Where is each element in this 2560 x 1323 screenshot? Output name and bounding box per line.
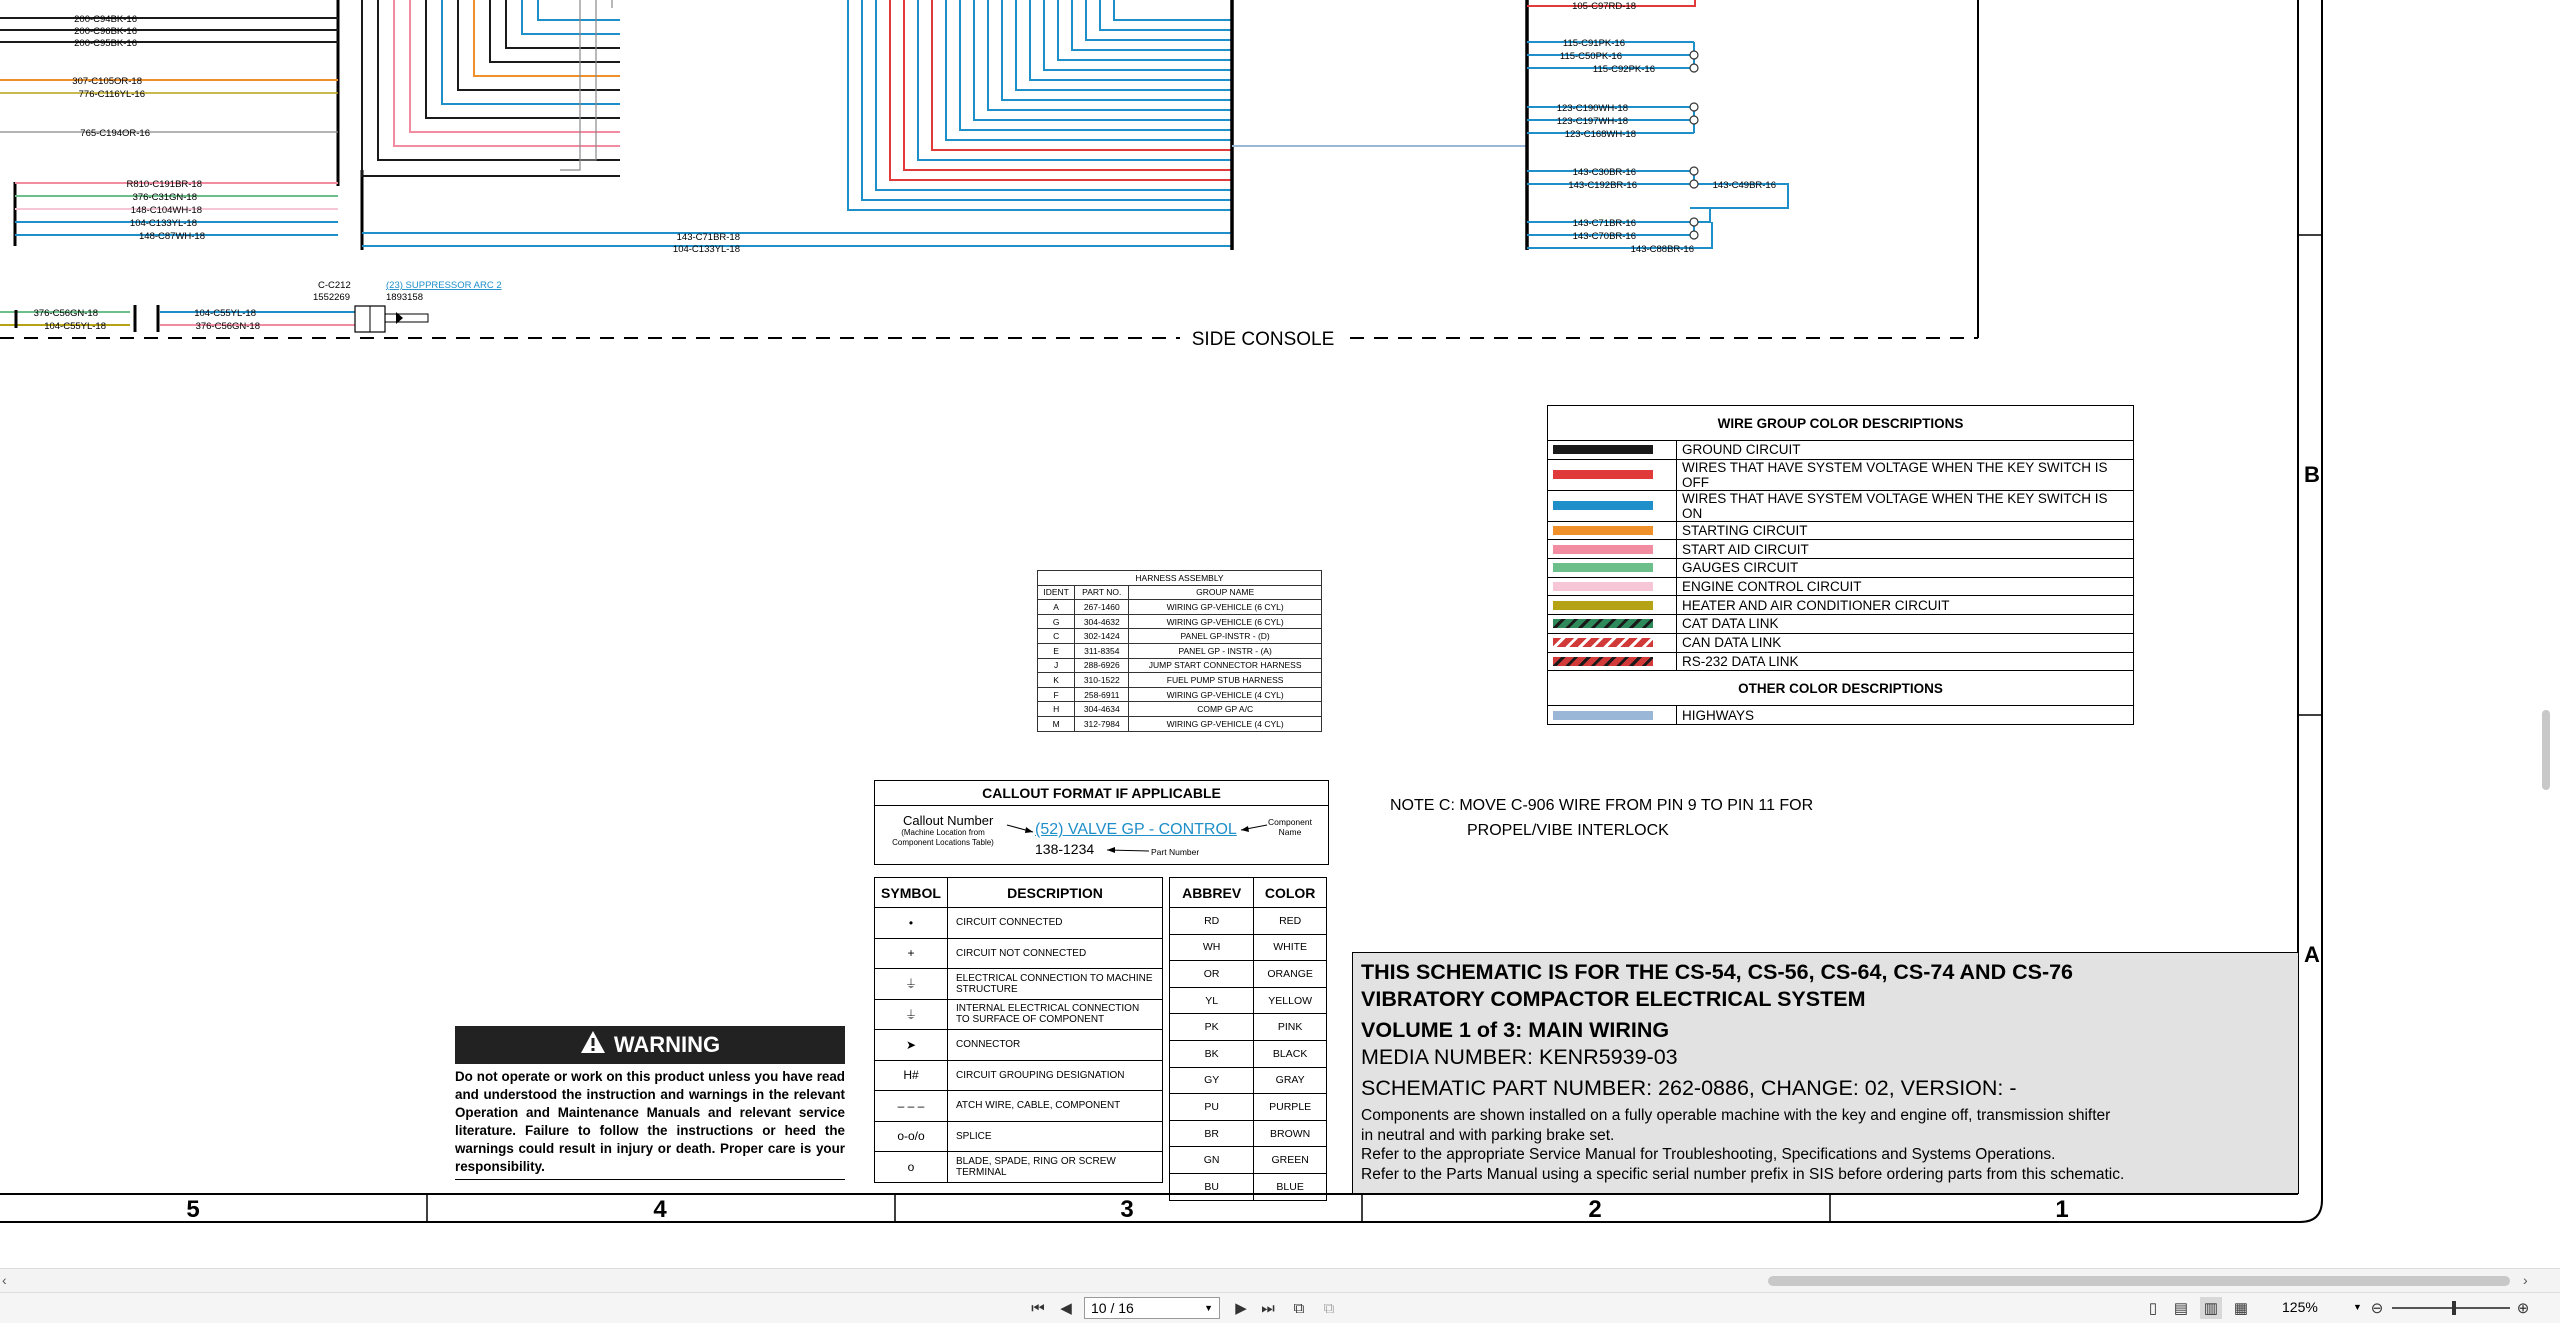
wire-label: 123-C168WH-18	[1564, 129, 1636, 140]
harness-row	[1038, 643, 1322, 658]
warning-triangle-icon	[580, 1030, 606, 1060]
wire-label: 148-C87WH-18	[139, 231, 205, 242]
color-swatch	[1553, 445, 1653, 454]
color-swatch-cell	[1548, 577, 1677, 596]
abbreviation-table	[1169, 877, 1327, 1201]
part-number-label: Part Number	[1151, 847, 1200, 857]
title-media: MEDIA NUMBER: KENR5939-03	[1361, 1045, 1678, 1069]
symbol-description: ATCH WIRE, CABLE, COMPONENT	[948, 1091, 1163, 1122]
wire-group-row	[1548, 633, 2134, 652]
harness-cell: F	[1038, 687, 1075, 702]
vertical-scrollbar[interactable]	[2532, 0, 2560, 1268]
callout-title: CALLOUT FORMAT IF APPLICABLE	[875, 781, 1328, 806]
vertical-scroll-thumb[interactable]	[2542, 710, 2550, 790]
harness-row	[1038, 687, 1322, 702]
color-swatch	[1553, 711, 1653, 720]
symbol-description: CIRCUIT NOT CONNECTED	[948, 938, 1163, 969]
wire-label: 104-C55YL-18	[194, 308, 256, 319]
harness-cell: K	[1038, 673, 1075, 688]
next-page-icon[interactable]: ▶	[1235, 1300, 1247, 1317]
callout-number-label: Callout Number	[903, 813, 994, 828]
abbrev-color: PINK	[1254, 1014, 1327, 1041]
abbrev-code: BK	[1170, 1040, 1254, 1067]
symbol-row	[875, 969, 1163, 1000]
symbol-row	[875, 1152, 1163, 1183]
abbrev-code: PU	[1170, 1094, 1254, 1121]
horizontal-scroll-thumb[interactable]	[1768, 1276, 2510, 1286]
color-swatch-cell	[1548, 706, 1677, 725]
symbol-icon: o	[875, 1152, 948, 1183]
symbol-row	[875, 1121, 1163, 1152]
color-swatch-cell	[1548, 633, 1677, 652]
wire-group-label: START AID CIRCUIT	[1677, 540, 2134, 559]
harness-cell: M	[1038, 716, 1075, 731]
scroll-right-icon[interactable]: ›	[2523, 1272, 2528, 1288]
abbrev-color: ORANGE	[1254, 961, 1327, 988]
symbol-row	[875, 908, 1163, 939]
wire-label: 200-C94BK-16	[74, 14, 137, 25]
warning-text: Do not operate or work on this product unless you have read and understood the instruction and warnings in the relevant Operation and Maintenance Manuals and relevant service literature. Failure to follow the instructions or heed the warnings could result in injury or death. Proper care is your responsibility.	[455, 1068, 845, 1180]
wire-label: 200-C95BK-16	[74, 38, 137, 49]
continuous-two-page-view-icon[interactable]: ▦	[2233, 1300, 2249, 1317]
zoom-slider-handle[interactable]	[2452, 1301, 2456, 1315]
page-number-input[interactable]	[1084, 1297, 1220, 1319]
wire-group-title: WIRE GROUP COLOR DESCRIPTIONS	[1548, 406, 2134, 441]
abbrev-row	[1170, 987, 1327, 1014]
zone-letter-a: A	[2304, 942, 2320, 967]
side-console-label: SIDE CONSOLE	[1191, 329, 1335, 350]
symbol-row	[875, 1091, 1163, 1122]
wire-label: 307-C105OR-18	[72, 76, 142, 87]
harness-header: GROUP NAME	[1129, 585, 1322, 600]
wire-label: 123-C190WH-18	[1556, 103, 1628, 114]
harness-row	[1038, 600, 1322, 615]
color-swatch	[1553, 526, 1653, 535]
wire-label: 105-C97RD-18	[1572, 1, 1636, 12]
symbol-description: CONNECTOR	[948, 1030, 1163, 1061]
wire-group-row	[1548, 577, 2134, 596]
column-number: 5	[186, 1196, 200, 1223]
abbrev-code: BU	[1170, 1173, 1254, 1200]
wire-group-label: CAT DATA LINK	[1677, 615, 2134, 634]
connector-part: 1552269	[313, 292, 350, 303]
abbrev-row	[1170, 1014, 1327, 1041]
wire-label: 148-C104WH-18	[130, 205, 202, 216]
wire-group-label: ENGINE CONTROL CIRCUIT	[1677, 577, 2134, 596]
page-navigation-bar	[0, 1292, 2560, 1323]
abbrev-color: BLACK	[1254, 1040, 1327, 1067]
wire-label: 115-C50PK-16	[1559, 51, 1622, 62]
harness-cell: 258-6911	[1075, 687, 1129, 702]
wire-group-row	[1548, 540, 2134, 559]
harness-header: IDENT	[1038, 585, 1075, 600]
title-block	[1352, 952, 2298, 1194]
title-part-number: SCHEMATIC PART NUMBER: 262-0886, CHANGE: 02, VERSION: -	[1361, 1076, 2017, 1100]
harness-cell: WIRING GP-VEHICLE (4 CYL)	[1129, 716, 1322, 731]
symbol-icon: ⏚	[875, 969, 948, 1000]
symbol-row	[875, 1030, 1163, 1061]
callout-format-box	[874, 780, 1329, 865]
title-notes	[1361, 1106, 2290, 1184]
last-page-icon[interactable]: ⏭	[1261, 1299, 1275, 1317]
wire-group-label: GAUGES CIRCUIT	[1677, 559, 2134, 578]
harness-cell: 304-4634	[1075, 702, 1129, 717]
harness-title: HARNESS ASSEMBLY	[1038, 571, 1322, 586]
wire-group-row	[1548, 615, 2134, 634]
harness-assembly-table	[1037, 570, 1322, 732]
abbrev-color: PURPLE	[1254, 1094, 1327, 1121]
color-swatch	[1553, 601, 1653, 610]
harness-row	[1038, 658, 1322, 673]
title-volume: VOLUME 1 of 3: MAIN WIRING	[1361, 1018, 1670, 1042]
abbrev-code: YL	[1170, 987, 1254, 1014]
symbol-table	[874, 877, 1163, 1183]
column-number: 3	[1120, 1196, 1134, 1223]
zoom-dropdown-icon[interactable]: ▼	[2353, 1302, 2362, 1312]
harness-cell: 304-4632	[1075, 614, 1129, 629]
harness-cell: H	[1038, 702, 1075, 717]
color-swatch	[1553, 563, 1653, 572]
abbrev-color: BLUE	[1254, 1173, 1327, 1200]
color-swatch	[1553, 582, 1653, 591]
color-swatch	[1553, 470, 1653, 479]
symbol-description: SPLICE	[948, 1121, 1163, 1152]
harness-cell: COMP GP A/C	[1129, 702, 1322, 717]
wire-group-row	[1548, 559, 2134, 578]
harness-cell: 312-7984	[1075, 716, 1129, 731]
wire-group-row	[1548, 490, 2134, 521]
suppressor-part: 1893158	[386, 292, 423, 303]
abbrev-row	[1170, 934, 1327, 961]
color-swatch	[1553, 638, 1653, 647]
harness-cell: 302-1424	[1075, 629, 1129, 644]
callout-note: (Machine Location from Component Locations Table)	[892, 828, 994, 847]
color-swatch-cell	[1548, 559, 1677, 578]
wire-group-row	[1548, 596, 2134, 615]
zoom-slider[interactable]	[2392, 1307, 2510, 1309]
abbrev-header: ABBREV	[1170, 878, 1254, 908]
symbol-icon: ➤	[875, 1030, 948, 1061]
wire-label: 143-C49BR-16	[1712, 180, 1776, 191]
zoom-in-icon[interactable]: ⊕	[2516, 1300, 2530, 1317]
zoom-level[interactable]: 125%	[2282, 1299, 2318, 1315]
wire-group-row	[1548, 459, 2134, 490]
harness-row	[1038, 614, 1322, 629]
symbol-row	[875, 999, 1163, 1030]
abbrev-code: GY	[1170, 1067, 1254, 1094]
abbrev-row	[1170, 1094, 1327, 1121]
wire-label: 143-C71BR-16	[1572, 218, 1636, 229]
wire-label: 765-C194OR-16	[80, 128, 150, 139]
column-number: 2	[1588, 1196, 1602, 1223]
harness-cell: 311-8354	[1075, 643, 1129, 658]
wire-label: 104-C55YL-18	[44, 321, 106, 332]
abbrev-row	[1170, 1147, 1327, 1174]
first-page-icon[interactable]: ⏮	[1031, 1299, 1045, 1317]
symbol-row	[875, 1060, 1163, 1091]
harness-cell: JUMP START CONNECTOR HARNESS	[1129, 658, 1322, 673]
title-note: Refer to the Parts Manual using a specific serial number prefix in SIS before ordering parts from this schematic.	[1361, 1165, 2125, 1183]
abbrev-color: YELLOW	[1254, 987, 1327, 1014]
abbrev-row	[1170, 1120, 1327, 1147]
color-header: COLOR	[1254, 878, 1327, 908]
warning-header	[455, 1026, 845, 1064]
wire-label: 143-C70BR-16	[1572, 231, 1636, 242]
harness-cell: E	[1038, 643, 1075, 658]
harness-row	[1038, 673, 1322, 688]
other-color-row	[1548, 706, 2134, 725]
harness-cell: C	[1038, 629, 1075, 644]
harness-cell: 267-1460	[1075, 600, 1129, 615]
symbol-description: INTERNAL ELECTRICAL CONNECTION TO SURFACE OF COMPONENT	[948, 999, 1163, 1030]
title-note: Components are shown installed on a fully operable machine with the key and engine off, transmission shifter	[1361, 1107, 2111, 1124]
color-swatch-cell	[1548, 540, 1677, 559]
abbrev-code: PK	[1170, 1014, 1254, 1041]
harness-cell: J	[1038, 658, 1075, 673]
harness-cell: PANEL GP-INSTR - (D)	[1129, 629, 1322, 644]
abbrev-row	[1170, 1067, 1327, 1094]
wire-label: 123-C197WH-18	[1556, 116, 1628, 127]
abbrev-code: BR	[1170, 1120, 1254, 1147]
title-line1: THIS SCHEMATIC IS FOR THE CS-54, CS-56, CS-64, CS-74 AND CS-76	[1361, 960, 2074, 984]
wire-group-label: GROUND CIRCUIT	[1677, 441, 2134, 460]
wire-label: 143-C88BR-16	[1630, 244, 1694, 255]
color-swatch-cell	[1548, 441, 1677, 460]
harness-cell: WIRING GP-VEHICLE (6 CYL)	[1129, 600, 1322, 615]
callout-example-link[interactable]: (52) VALVE GP - CONTROL	[1035, 821, 1237, 838]
description-header: DESCRIPTION	[948, 878, 1163, 908]
color-swatch	[1553, 657, 1653, 666]
color-swatch-cell	[1548, 615, 1677, 634]
previous-page-icon[interactable]: ◀	[1060, 1300, 1072, 1317]
harness-row	[1038, 702, 1322, 717]
wire-label: 104-C133YL-18	[129, 218, 197, 229]
wire-label: 143-C30BR-16	[1572, 167, 1636, 178]
symbol-icon: o-o/o	[875, 1121, 948, 1152]
warning-title: WARNING	[613, 1032, 721, 1057]
page-number-value: 10 / 16	[1091, 1300, 1134, 1316]
symbol-row	[875, 938, 1163, 969]
other-color-label: HIGHWAYS	[1677, 706, 2134, 725]
wire-group-label: STARTING CIRCUIT	[1677, 521, 2134, 540]
title-note: Refer to the appropriate Service Manual for Troubleshooting, Specifications and Systems Operations.	[1361, 1146, 2056, 1163]
wire-label: 376-C56GN-18	[195, 321, 260, 332]
wire-group-row	[1548, 441, 2134, 460]
harness-cell: WIRING GP-VEHICLE (4 CYL)	[1129, 687, 1322, 702]
symbol-icon: +	[875, 938, 948, 969]
harness-header: PART NO.	[1075, 585, 1129, 600]
wire-group-label: RS-232 DATA LINK	[1677, 652, 2134, 671]
symbol-description: ELECTRICAL CONNECTION TO MACHINE STRUCTURE	[948, 969, 1163, 1000]
abbrev-color: RED	[1254, 908, 1327, 935]
symbol-description: CIRCUIT GROUPING DESIGNATION	[948, 1060, 1163, 1091]
symbol-header: SYMBOL	[875, 878, 948, 908]
abbrev-row	[1170, 1040, 1327, 1067]
harness-cell: G	[1038, 614, 1075, 629]
zoom-out-icon[interactable]: ⊖	[2370, 1300, 2384, 1317]
color-swatch-cell	[1548, 490, 1677, 521]
harness-cell: 310-1522	[1075, 673, 1129, 688]
wire-label: 115-C91PK-16	[1562, 38, 1625, 49]
wire-group-label: CAN DATA LINK	[1677, 633, 2134, 652]
color-swatch-cell	[1548, 652, 1677, 671]
harness-cell: PANEL GP - INSTR - (A)	[1129, 643, 1322, 658]
abbrev-row	[1170, 1173, 1327, 1200]
wire-group-label: WIRES THAT HAVE SYSTEM VOLTAGE WHEN THE KEY SWITCH IS OFF	[1677, 459, 2134, 490]
continuous-view-icon[interactable]: ▤	[2173, 1300, 2189, 1317]
wire-group-label: HEATER AND AIR CONDITIONER CIRCUIT	[1677, 596, 2134, 615]
note-c-line1: NOTE C: MOVE C-906 WIRE FROM PIN 9 TO PIN 11 FOR	[1390, 797, 1814, 814]
wire-label: 376-C56GN-18	[33, 308, 98, 319]
harness-row	[1038, 629, 1322, 644]
wire-group-legend	[1547, 405, 2134, 725]
horizontal-scrollbar[interactable]	[0, 1268, 2560, 1293]
abbrev-color: WHITE	[1254, 934, 1327, 961]
color-swatch-cell	[1548, 521, 1677, 540]
wire-label: 776-C116YL-16	[78, 89, 145, 100]
callout-arrows	[875, 781, 1330, 866]
abbrev-code: GN	[1170, 1147, 1254, 1174]
note-c-line2: PROPEL/VIBE INTERLOCK	[1467, 822, 1669, 839]
chevron-down-icon[interactable]: ▼	[1204, 1303, 1213, 1313]
connector-id: C-C212	[318, 280, 351, 291]
title-line2: VIBRATORY COMPACTOR ELECTRICAL SYSTEM	[1361, 987, 1866, 1011]
symbol-description: BLADE, SPADE, RING OR SCREW TERMINAL	[948, 1152, 1163, 1183]
wire-label: 104-C133YL-18	[672, 244, 740, 255]
symbol-icon: ⏚	[875, 999, 948, 1030]
abbrev-color: BROWN	[1254, 1120, 1327, 1147]
abbrev-code: WH	[1170, 934, 1254, 961]
callout-example-part: 138-1234	[1035, 841, 1095, 857]
harness-cell: A	[1038, 600, 1075, 615]
zone-letter-b: B	[2304, 462, 2320, 487]
two-page-view-icon[interactable]: ▥	[2200, 1297, 2222, 1319]
symbol-icon: •	[875, 908, 948, 939]
symbol-description: CIRCUIT CONNECTED	[948, 908, 1163, 939]
scroll-left-icon[interactable]: ‹	[2, 1272, 7, 1288]
harness-row	[1038, 716, 1322, 731]
wire-group-row	[1548, 521, 2134, 540]
wire-label: 115-C92PK-16	[1592, 64, 1655, 75]
wire-label: 200-C96BK-16	[74, 26, 137, 37]
color-swatch	[1553, 545, 1653, 554]
symbol-icon: – – –	[875, 1091, 948, 1122]
abbrev-code: RD	[1170, 908, 1254, 935]
other-color-title: OTHER COLOR DESCRIPTIONS	[1548, 671, 2134, 706]
component-name-label: Component Name	[1268, 817, 1312, 837]
color-swatch-cell	[1548, 459, 1677, 490]
abbrev-color: GRAY	[1254, 1067, 1327, 1094]
wire-label: 376-C31GN-18	[132, 192, 197, 203]
column-number: 1	[2055, 1196, 2069, 1223]
symbol-icon: H#	[875, 1060, 948, 1091]
wire-label: 143-C71BR-18	[676, 232, 740, 243]
harness-cell: WIRING GP-VEHICLE (6 CYL)	[1129, 614, 1322, 629]
wire-label: R810-C191BR-18	[126, 179, 202, 190]
wire-group-label: WIRES THAT HAVE SYSTEM VOLTAGE WHEN THE KEY SWITCH IS ON	[1677, 490, 2134, 521]
abbrev-code: OR	[1170, 961, 1254, 988]
wire-label: 143-C192BR-16	[1568, 180, 1637, 191]
color-swatch	[1553, 501, 1653, 510]
warning-box	[455, 1026, 845, 1180]
single-page-view-icon[interactable]: ▯	[2148, 1300, 2158, 1317]
harness-cell: FUEL PUMP STUB HARNESS	[1129, 673, 1322, 688]
page-thumbnail-icon[interactable]: ⧉	[1323, 1299, 1335, 1317]
fit-page-icon[interactable]: ⧉	[1293, 1299, 1305, 1317]
suppressor-link: (23) SUPPRESSOR ARC 2	[386, 280, 502, 291]
color-swatch-cell	[1548, 596, 1677, 615]
harness-cell: 288-6926	[1075, 658, 1129, 673]
wire-group-row	[1548, 652, 2134, 671]
title-note: in neutral and with parking brake set.	[1361, 1126, 1615, 1144]
abbrev-color: GREEN	[1254, 1147, 1327, 1174]
column-number: 4	[653, 1196, 667, 1223]
abbrev-row	[1170, 908, 1327, 935]
color-swatch	[1553, 619, 1653, 628]
abbrev-row	[1170, 961, 1327, 988]
